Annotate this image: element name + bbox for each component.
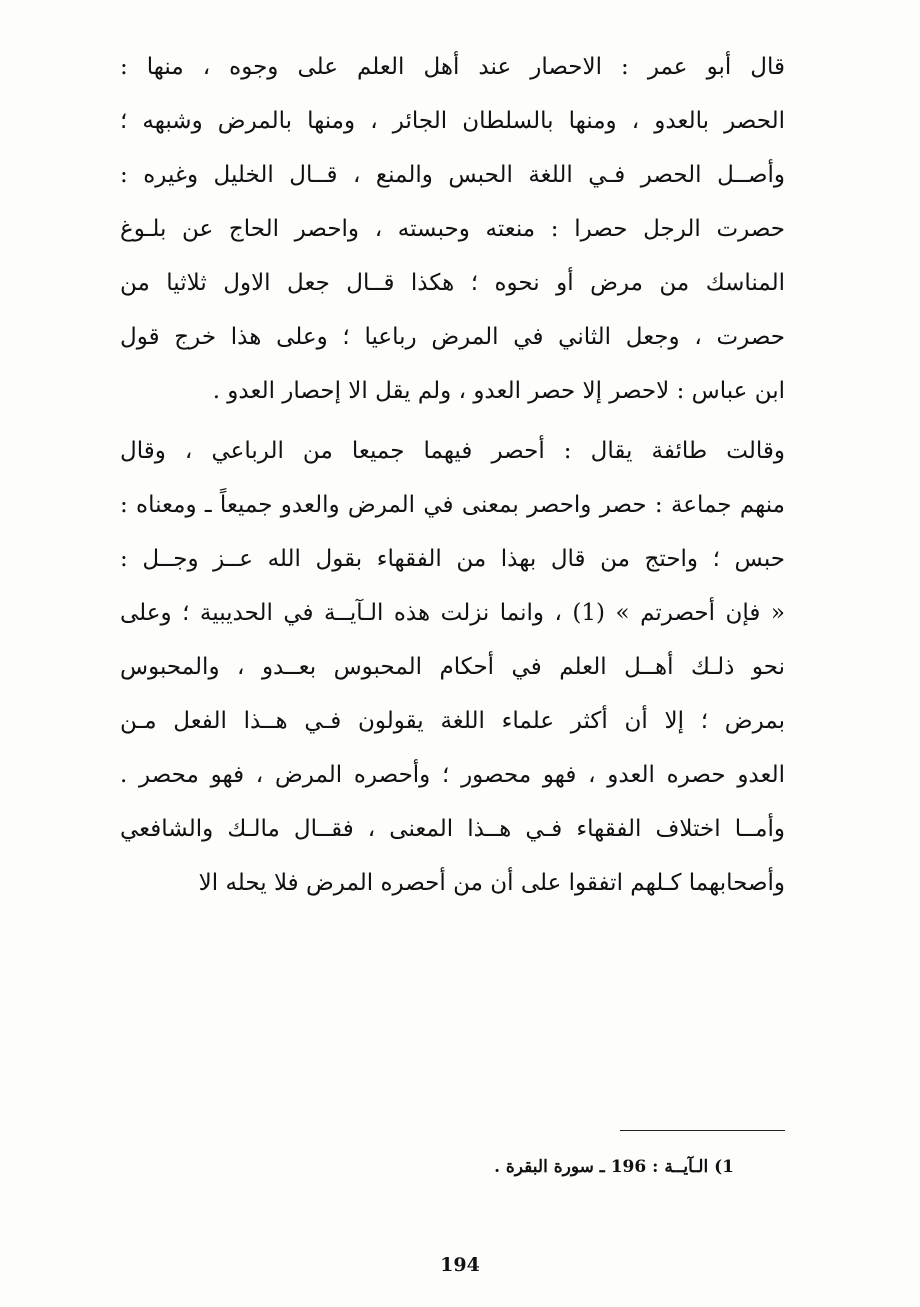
text-line: بمرض ؛ إلا أن أكثر علماء اللغة يقولون فـي هــذا الفعل مـن bbox=[120, 708, 785, 734]
text-line: وأصحابهما كـلهم اتفقوا على أن من أحصره المرض فلا يحله الا bbox=[198, 870, 785, 896]
text-line: قال أبو عمر : الاحصار عند أهل العلم على وجوه ، منها : bbox=[120, 54, 785, 80]
text-line: العدو حصره العدو ، فهو محصور ؛ وأحصره المرض ، فهو محصر . bbox=[120, 762, 785, 788]
text-line: منهم جماعة : حصر واحصر بمعنى في المرض والعدو جميعاً ـ ومعناه : bbox=[120, 492, 785, 518]
text-line: حصرت الرجل حصرا : منعته وحبسته ، واحصر الحاج عن بلـوغ bbox=[120, 216, 785, 242]
text-line: حبس ؛ واحتج من قال بهذا من الفقهاء بقول الله عــز وجــل : bbox=[120, 546, 785, 572]
text-line: المناسك من مرض أو نحوه ؛ هكذا قــال جعل الاول ثلاثيا من bbox=[120, 270, 785, 296]
text-line: وقالت طائفة يقال : أحصر فيهما جميعا من الرباعي ، وقال bbox=[120, 438, 785, 464]
text-line: نحو ذلـك أهــل العلم في أحكام المحبوس بعــدو ، والمحبوس bbox=[120, 654, 785, 680]
footnote: 1) الـآيــة : 196 ـ سورة البقرة . bbox=[494, 1157, 734, 1177]
footnote-divider bbox=[620, 1130, 785, 1131]
paragraph-2 bbox=[120, 424, 785, 910]
text-line: الحصر بالعدو ، ومنها بالسلطان الجائر ، ومنها بالمرض وشبهه ؛ bbox=[120, 108, 785, 134]
text-line: وأمــا اختلاف الفقهاء فـي هــذا المعنى ، فقــال مالـك والشافعي bbox=[120, 816, 785, 842]
paragraph-1 bbox=[120, 40, 785, 418]
text-line: « فإن أحصرتم » (1) ، وانما نزلت هذه الـآيــة في الحديبية ؛ وعلى bbox=[120, 600, 785, 626]
text-line: حصرت ، وجعل الثاني في المرض رباعيا ؛ وعلى هذا خرج قول bbox=[120, 324, 785, 350]
text-line: وأصــل الحصر فـي اللغة الحبس والمنع ، قــال الخليل وغيره : bbox=[120, 162, 785, 188]
text-line: ابن عباس : لاحصر إلا حصر العدو ، ولم يقل الا إحصار العدو . bbox=[212, 378, 785, 404]
page-number: 194 bbox=[440, 1254, 480, 1276]
